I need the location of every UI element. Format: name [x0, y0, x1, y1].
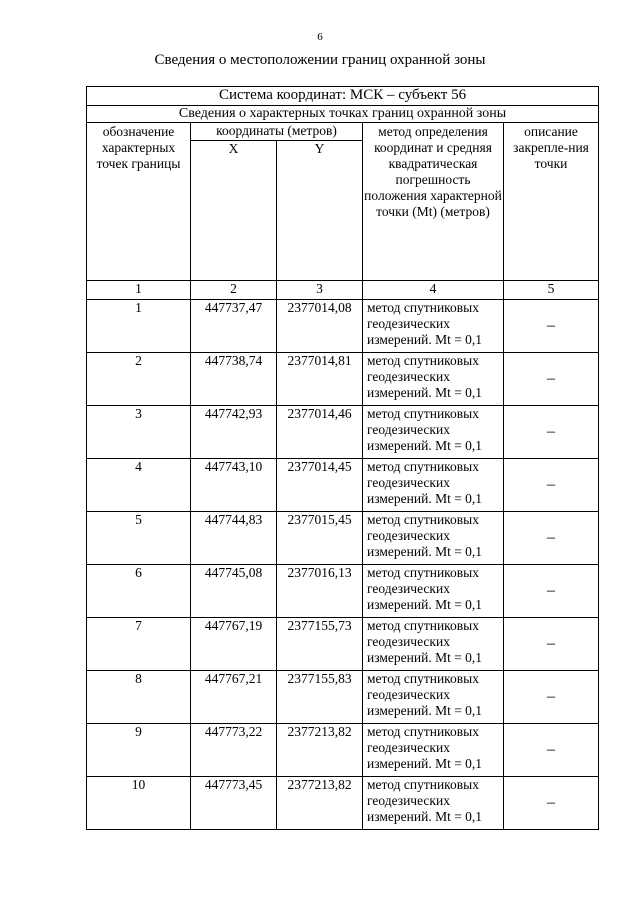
method-cell: метод спутниковых геодезических измерений. Mt = 0,1	[363, 459, 504, 512]
column-number: 4	[363, 281, 504, 300]
x-coordinate-cell: 447738,74	[191, 353, 277, 406]
y-coordinate-cell: 2377213,82	[277, 777, 363, 830]
y-coordinate-cell: 2377014,46	[277, 406, 363, 459]
method-cell: метод спутниковых геодезических измерений. Mt = 0,1	[363, 406, 504, 459]
header-x: X	[191, 141, 277, 281]
x-coordinate-cell: 447742,93	[191, 406, 277, 459]
point-number-cell: 3	[87, 406, 191, 459]
page-number: 6	[317, 31, 323, 43]
header-coordinates: координаты (метров)	[191, 123, 363, 141]
table-row	[87, 671, 599, 724]
method-cell: метод спутниковых геодезических измерений. Mt = 0,1	[363, 618, 504, 671]
description-cell: –	[504, 671, 599, 724]
method-cell: метод спутниковых геодезических измерений. Mt = 0,1	[363, 300, 504, 353]
table-row	[87, 724, 599, 777]
method-cell: метод спутниковых геодезических измерений. Mt = 0,1	[363, 777, 504, 830]
table-subtitle: Сведения о характерных точках границ охранной зоны	[87, 106, 599, 123]
table-row	[87, 565, 599, 618]
y-coordinate-cell: 2377155,73	[277, 618, 363, 671]
column-number: 5	[504, 281, 599, 300]
table-row	[87, 353, 599, 406]
x-coordinate-cell: 447767,19	[191, 618, 277, 671]
column-numbers-row	[87, 281, 599, 300]
description-cell: –	[504, 618, 599, 671]
method-cell: метод спутниковых геодезических измерений. Mt = 0,1	[363, 724, 504, 777]
point-number-cell: 10	[87, 777, 191, 830]
point-number-cell: 5	[87, 512, 191, 565]
point-number-cell: 7	[87, 618, 191, 671]
description-cell: –	[504, 512, 599, 565]
description-cell: –	[504, 353, 599, 406]
coord-system-label: Система координат: МСК – субъект 56	[87, 87, 599, 106]
boundary-points-table	[86, 86, 599, 830]
table-subtitle-row	[87, 106, 599, 123]
y-coordinate-cell: 2377213,82	[277, 724, 363, 777]
point-number-cell: 1	[87, 300, 191, 353]
point-number-cell: 4	[87, 459, 191, 512]
description-cell: –	[504, 777, 599, 830]
method-cell: метод спутниковых геодезических измерений. Mt = 0,1	[363, 353, 504, 406]
coord-system-row	[87, 87, 599, 106]
x-coordinate-cell: 447773,22	[191, 724, 277, 777]
y-coordinate-cell: 2377155,83	[277, 671, 363, 724]
y-coordinate-cell: 2377014,08	[277, 300, 363, 353]
table-body	[87, 300, 599, 830]
method-cell: метод спутниковых геодезических измерений. Mt = 0,1	[363, 512, 504, 565]
header-y: Y	[277, 141, 363, 281]
description-cell: –	[504, 300, 599, 353]
x-coordinate-cell: 447737,47	[191, 300, 277, 353]
description-cell: –	[504, 459, 599, 512]
x-coordinate-cell: 447743,10	[191, 459, 277, 512]
table-row	[87, 512, 599, 565]
description-cell: –	[504, 724, 599, 777]
column-number: 3	[277, 281, 363, 300]
column-number: 1	[87, 281, 191, 300]
x-coordinate-cell: 447773,45	[191, 777, 277, 830]
x-coordinate-cell: 447767,21	[191, 671, 277, 724]
document-title: Сведения о местоположении границ охранной зоны	[154, 52, 486, 68]
x-coordinate-cell: 447745,08	[191, 565, 277, 618]
y-coordinate-cell: 2377015,45	[277, 512, 363, 565]
table-row	[87, 777, 599, 830]
point-number-cell: 8	[87, 671, 191, 724]
y-coordinate-cell: 2377014,45	[277, 459, 363, 512]
header-description: описание закрепле-ния точки	[504, 123, 599, 281]
y-coordinate-cell: 2377016,13	[277, 565, 363, 618]
header-method: метод определения координат и средняя квадратическая погрешность положения характерной точки (Mt) (метров)	[363, 123, 504, 281]
point-number-cell: 6	[87, 565, 191, 618]
point-number-cell: 2	[87, 353, 191, 406]
header-designation: обозначение характерных точек границы	[87, 123, 191, 281]
header-row	[87, 123, 599, 141]
point-number-cell: 9	[87, 724, 191, 777]
column-number: 2	[191, 281, 277, 300]
description-cell: –	[504, 565, 599, 618]
y-coordinate-cell: 2377014,81	[277, 353, 363, 406]
table-row	[87, 406, 599, 459]
method-cell: метод спутниковых геодезических измерений. Mt = 0,1	[363, 671, 504, 724]
table-row	[87, 618, 599, 671]
table-row	[87, 300, 599, 353]
x-coordinate-cell: 447744,83	[191, 512, 277, 565]
method-cell: метод спутниковых геодезических измерений. Mt = 0,1	[363, 565, 504, 618]
table-row	[87, 459, 599, 512]
description-cell: –	[504, 406, 599, 459]
